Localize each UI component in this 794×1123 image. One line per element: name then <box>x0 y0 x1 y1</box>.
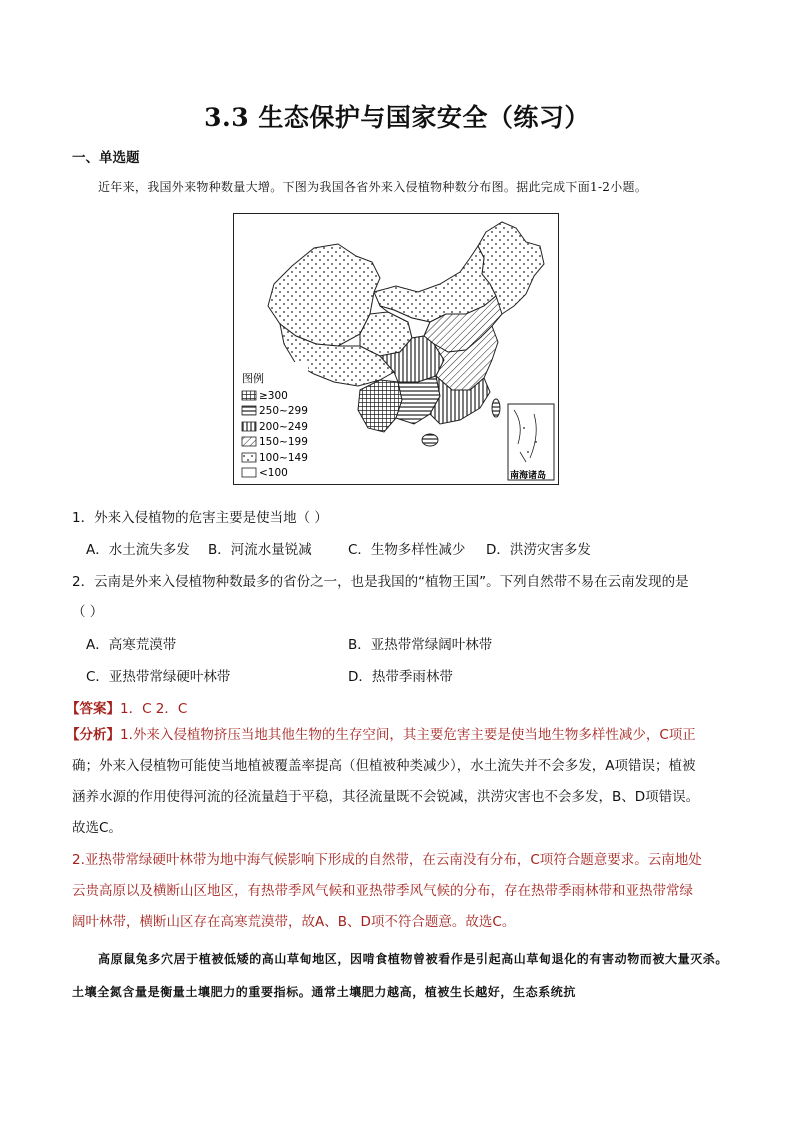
q1-option-d: D．洪涝灾害多发 <box>486 542 591 558</box>
legend-label: 100~149 <box>259 452 308 464</box>
analysis-line: 故选C。 <box>72 820 122 836</box>
region-yunnan <box>358 380 402 432</box>
legend-label: 250~299 <box>259 405 308 417</box>
section-heading: 一、单选题 <box>72 150 140 166</box>
inset-label: 南海诸岛 <box>510 471 547 481</box>
q2-option-d: D．热带季雨林带 <box>348 669 453 685</box>
q2-option-c: C．亚热带常绿硬叶林带 <box>86 669 231 685</box>
china-invasive-plants-map <box>233 213 559 485</box>
region-taiwan <box>492 399 500 417</box>
legend-title: 图例 <box>242 372 264 385</box>
question-2-paren: （ ） <box>72 604 104 620</box>
analysis-part-1 <box>66 720 736 844</box>
analysis-line: 1.外来入侵植物挤压当地其他生物的生存空间，其主要危害主要是使当地生物多样性减少，C项正 <box>120 727 696 743</box>
analysis-line: 阔叶林带，横断山区存在高寒荒漠带，故A、B、D项不符合题意。故选C。 <box>72 914 516 930</box>
analysis-label: 【分析】 <box>66 727 120 743</box>
legend-label: ≥300 <box>259 390 288 402</box>
legend-label: <100 <box>259 467 288 479</box>
q2-option-b: B．亚热带常绿阔叶林带 <box>348 637 493 653</box>
page-title: 3.3 生态保护与国家安全（练习） <box>204 103 590 132</box>
map-graphic <box>234 214 557 483</box>
question-1-stem: 1．外来入侵植物的危害主要是使当地（ ） <box>72 510 328 526</box>
q1-option-c: C．生物多样性减少 <box>348 542 466 558</box>
analysis-line: 云贵高原以及横断山区地区，有热带季风气候和亚热带季风气候的分布，存在热带季雨林带和亚热带常绿 <box>72 883 693 899</box>
analysis-line: 2.亚热带常绿硬叶林带为地中海气候影响下形成的自然带，在云南没有分布，C项符合题意要求。云南地处 <box>72 852 702 868</box>
question-2-stem: 2．云南是外来入侵植物种数最多的省份之一，也是我国的“植物王国”。下列自然带不易在云南发现的是 <box>72 574 689 590</box>
intro-text: 近年来，我国外来物种数量大增。下图为我国各省外来入侵植物种数分布图。据此完成下面1-2小题。 <box>98 180 648 194</box>
south-china-sea-inset <box>508 404 554 480</box>
answer-label: 【答案】 <box>66 701 120 717</box>
answer-text: 1．C 2．C <box>120 701 188 717</box>
analysis-line: 涵养水源的作用使得河流的径流量趋于平稳，其径流量既不会锐减，洪涝灾害也不会多发，B、D项错误。 <box>72 789 700 805</box>
legend-label: 150~199 <box>259 436 308 448</box>
answer-line <box>66 697 187 717</box>
q2-option-a: A．高寒荒漠带 <box>86 637 177 653</box>
region-hainan <box>422 434 438 446</box>
passage-text: 高原鼠兔多穴居于植被低矮的高山草甸地区，因啃食植物曾被看作是引起高山草甸退化的有害动物而被大量灭杀。土壤全氮含量是衡量土壤肥力的重要指标。通常土壤肥力越高，植被生长越好，生态系统抗 <box>72 952 729 999</box>
q1-option-a: A．水土流失多发 <box>86 542 190 558</box>
legend-label: 200~249 <box>259 421 308 433</box>
q1-option-b: B．河流水量锐减 <box>208 542 312 558</box>
analysis-part-2 <box>72 845 742 938</box>
analysis-line: 确；外来入侵植物可能使当地植被覆盖率提高（但植被种类减少），水土流失并不会多发，A项错误；植被 <box>72 758 696 774</box>
